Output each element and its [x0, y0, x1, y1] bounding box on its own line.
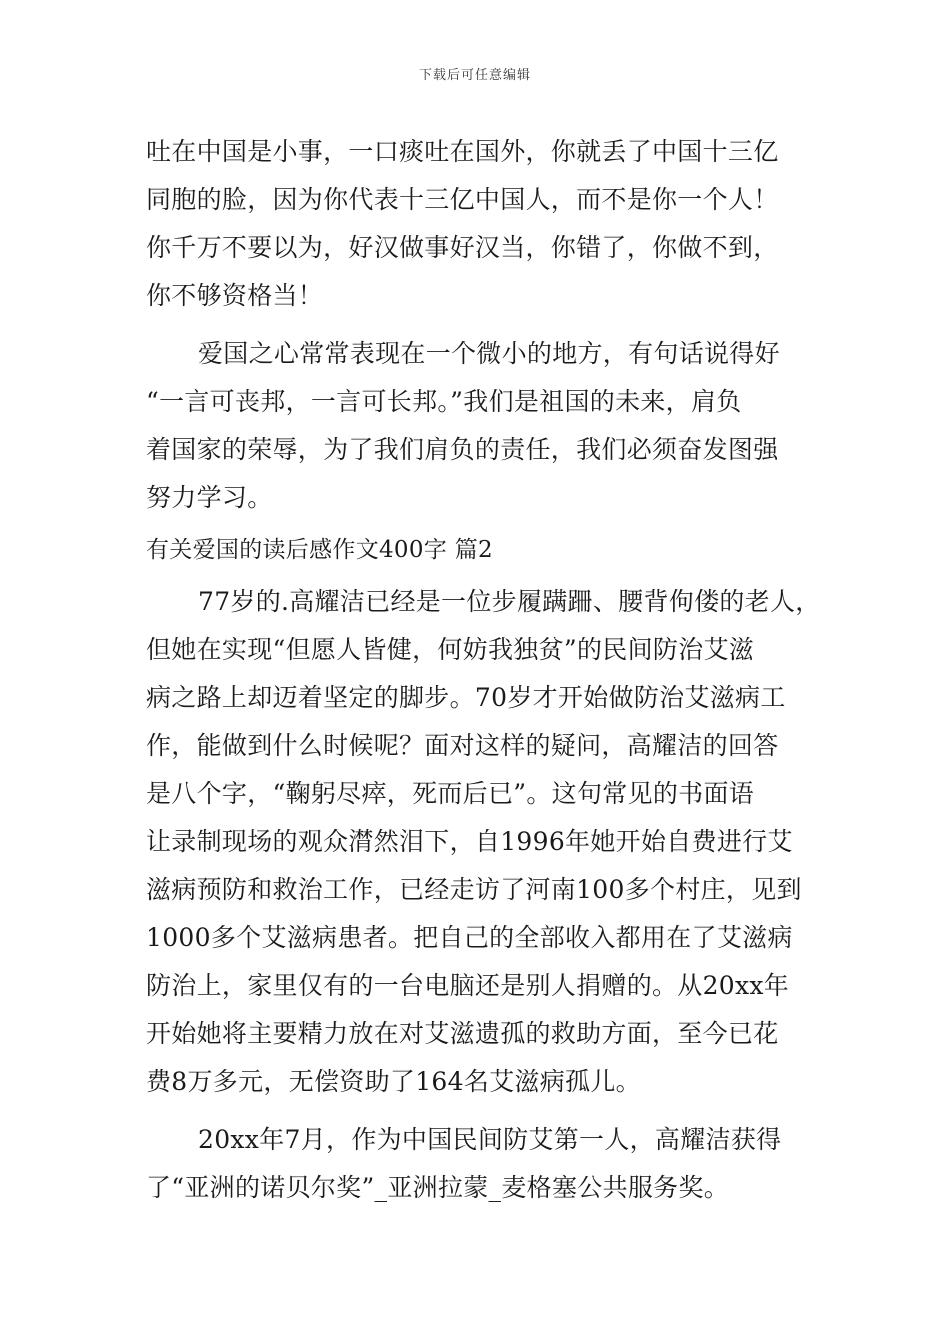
text-line: 同胞的脸，因为你代表十三亿中国人，而不是你一个人！: [146, 185, 779, 214]
text-line: 费8万多元，无偿资助了164名艾滋病孤儿。: [146, 1067, 641, 1096]
text-line: 你千万不要以为，好汉做事好汉当，你错了，你做不到，: [146, 233, 779, 262]
page-header-note: 下载后可任意编辑: [418, 68, 531, 83]
section-heading: [146, 526, 822, 574]
text-line: 滋病预防和救治工作，已经走访了河南100多个村庄，见到: [146, 875, 802, 904]
text-line: 是八个字，“鞠躬尽瘁，死而后已”。这句常见的书面语: [146, 779, 755, 808]
paragraph: [146, 578, 822, 1106]
text-line: 着国家的荣辱，为了我们肩负的责任，我们必须奋发图强: [146, 435, 779, 464]
text-line: 开始她将主要精力放在对艾滋遗孤的救助方面，至今已花: [146, 1019, 779, 1048]
text-line: 1000多个艾滋病患者。把自己的全部收入都用在了艾滋病: [146, 923, 793, 952]
document-body: [146, 128, 822, 1212]
text-line: 吐在中国是小事，一口痰吐在国外，你就丢了中国十三亿: [146, 137, 779, 166]
text-line: 77岁的.高耀洁已经是一位步履蹒跚、腰背佝偻的老人，: [198, 587, 821, 616]
text-line: 让录制现场的观众潸然泪下，自1996年她开始自费进行艾: [146, 827, 793, 856]
text-line: “一言可丧邦，一言可长邦。”我们是祖国的未来，肩负: [146, 387, 742, 416]
paragraph: [146, 1116, 822, 1212]
heading-text: 有关爱国的读后感作文400字 篇2: [146, 537, 493, 563]
text-line: 了“亚洲的诺贝尔奖”_亚洲拉蒙_麦格塞公共服务奖。: [146, 1173, 730, 1202]
paragraph: [146, 128, 822, 320]
text-line: 病之路上却迈着坚定的脚步。70岁才开始做防治艾滋病工: [146, 683, 786, 712]
text-line: 防治上，家里仅有的一台电脑还是别人捐赠的。从20xx年: [146, 971, 790, 1000]
text-line: 爱国之心常常表现在一个微小的地方，有句话说得好: [198, 339, 780, 368]
text-line: 你不够资格当！: [146, 281, 324, 310]
paragraph: [146, 330, 822, 522]
text-line: 20xx年7月，作为中国民间防艾第一人，高耀洁获得: [198, 1125, 782, 1154]
text-line: 作，能做到什么时候呢？面对这样的疑问，高耀洁的回答: [146, 731, 779, 760]
text-line: 但她在实现“但愿人皆健，何妨我独贫”的民间防治艾滋: [146, 635, 755, 664]
text-line: 努力学习。: [146, 483, 273, 512]
